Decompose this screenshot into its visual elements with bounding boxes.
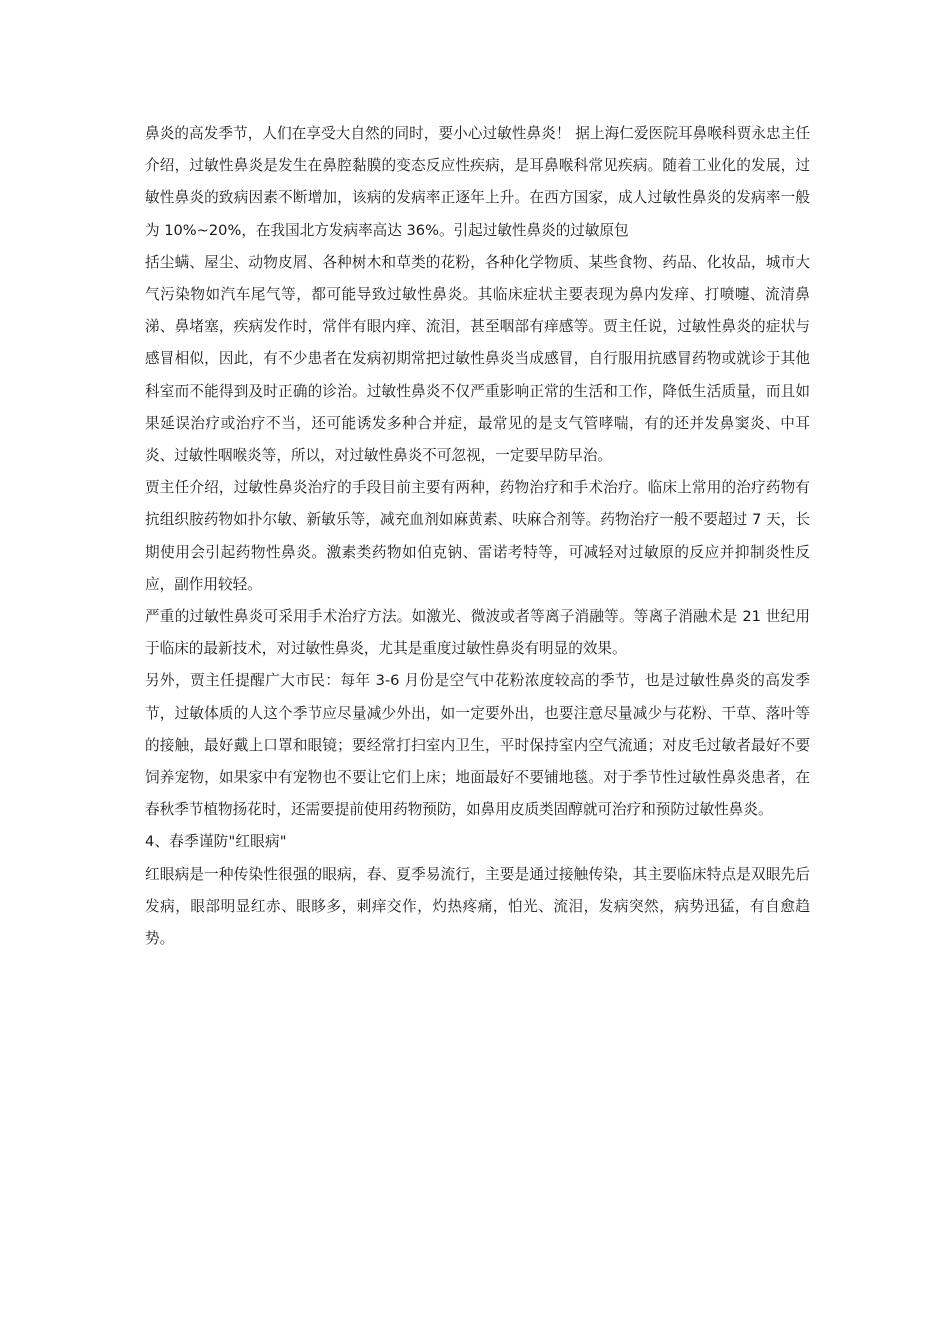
section-heading-red-eye: 4、春季谨防"红眼病" bbox=[145, 833, 287, 851]
paragraph-red-eye-description: 红眼病是一种传染性很强的眼病，春、夏季易流行，主要是通过接触传染，其主要临床特点是双眼先后发病，眼部明显红赤、眼眵多，刺痒交作，灼热疼痛，怕光、流泪，发病突然，病势迅猛，有自愈趋势。 bbox=[145, 865, 810, 948]
paragraph-surgical-treatment: 严重的过敏性鼻炎可采用手术治疗方法。如激光、微波或者等离子消融等。等离子消融术是 21 世纪用于临床的最新技术，对过敏性鼻炎，尤其是重度过敏性鼻炎有明显的效果。 bbox=[145, 608, 810, 658]
paragraph-drug-treatment: 贾主任介绍，过敏性鼻炎治疗的手段目前主要有两种，药物治疗和手术治疗。临床上常用的治疗药物有抗组织胺药物如扑尔敏、新敏乐等，减充血剂如麻黄素、呋麻合剂等。药物治疗一般不要超过 7 天，长期使用会引起药物性鼻炎。激素类药物如伯克钠、雷诺考特等，可减轻对过敏原的反应并抑制炎性反应，副作用较轻。 bbox=[145, 479, 810, 593]
paragraph-prevention-advice: 另外，贾主任提醒广大市民：每年 3-6 月份是空气中花粉浓度较高的季节，也是过敏性鼻炎的高发季节，过敏体质的人这个季节应尽量减少外出，如一定要外出，也要注意尽量减少与花粉、干草、落叶等的接触，最好戴上口罩和眼镜；要经常打扫室内卫生，平时保持室内空气流通；对皮毛过敏者最好不要饲养宠物，如果家中有宠物也不要让它们上床；地面最好不要铺地毯。对于季节性过敏性鼻炎患者，在春秋季节植物扬花时，还需要提前使用药物预防，如鼻用皮质类固醇就可治疗和预防过敏性鼻炎。 bbox=[145, 672, 810, 819]
paragraph-allergic-rhinitis-intro: 鼻炎的高发季节，人们在享受大自然的同时，要小心过敏性鼻炎！ 据上海仁爱医院耳鼻喉科贾永忠主任介绍，过敏性鼻炎是发生在鼻腔黏膜的变态反应性疾病，是耳鼻喉科常见疾病。随着工业化的发展，过敏性鼻炎的致病因素不断增加，该病的发病率正逐年上升。在西方国家，成人过敏性鼻炎的发病率一般为 10%~20%，在我国北方发病率高达 36%。引起过敏性鼻炎的过敏原包 bbox=[145, 125, 810, 239]
paragraph-allergens-symptoms: 括尘螨、屋尘、动物皮屑、各种树木和草类的花粉，各种化学物质、某些食物、药品、化妆品，城市大气污染物如汽车尾气等，都可能导致过敏性鼻炎。其临床症状主要表现为鼻内发痒、打喷嚏、流清鼻涕、鼻堵塞，疾病发作时，常伴有眼内痒、流泪，甚至咽部有痒感等。贾主任说，过敏性鼻炎的症状与感冒相似，因此，有不少患者在发病初期常把过敏性鼻炎当成感冒，自行服用抗感冒药物或就诊于其他科室而不能得到及时正确的诊治。过敏性鼻炎不仅严重影响正常的生活和工作，降低生活质量，而且如果延误治疗或治疗不当，还可能诱发多种合并症，最常见的是支气管哮喘，有的还并发鼻窦炎、中耳炎、过敏性咽喉炎等，所以，对过敏性鼻炎不可忽视，一定要早防早治。 bbox=[145, 253, 810, 465]
document-body bbox=[145, 118, 810, 955]
